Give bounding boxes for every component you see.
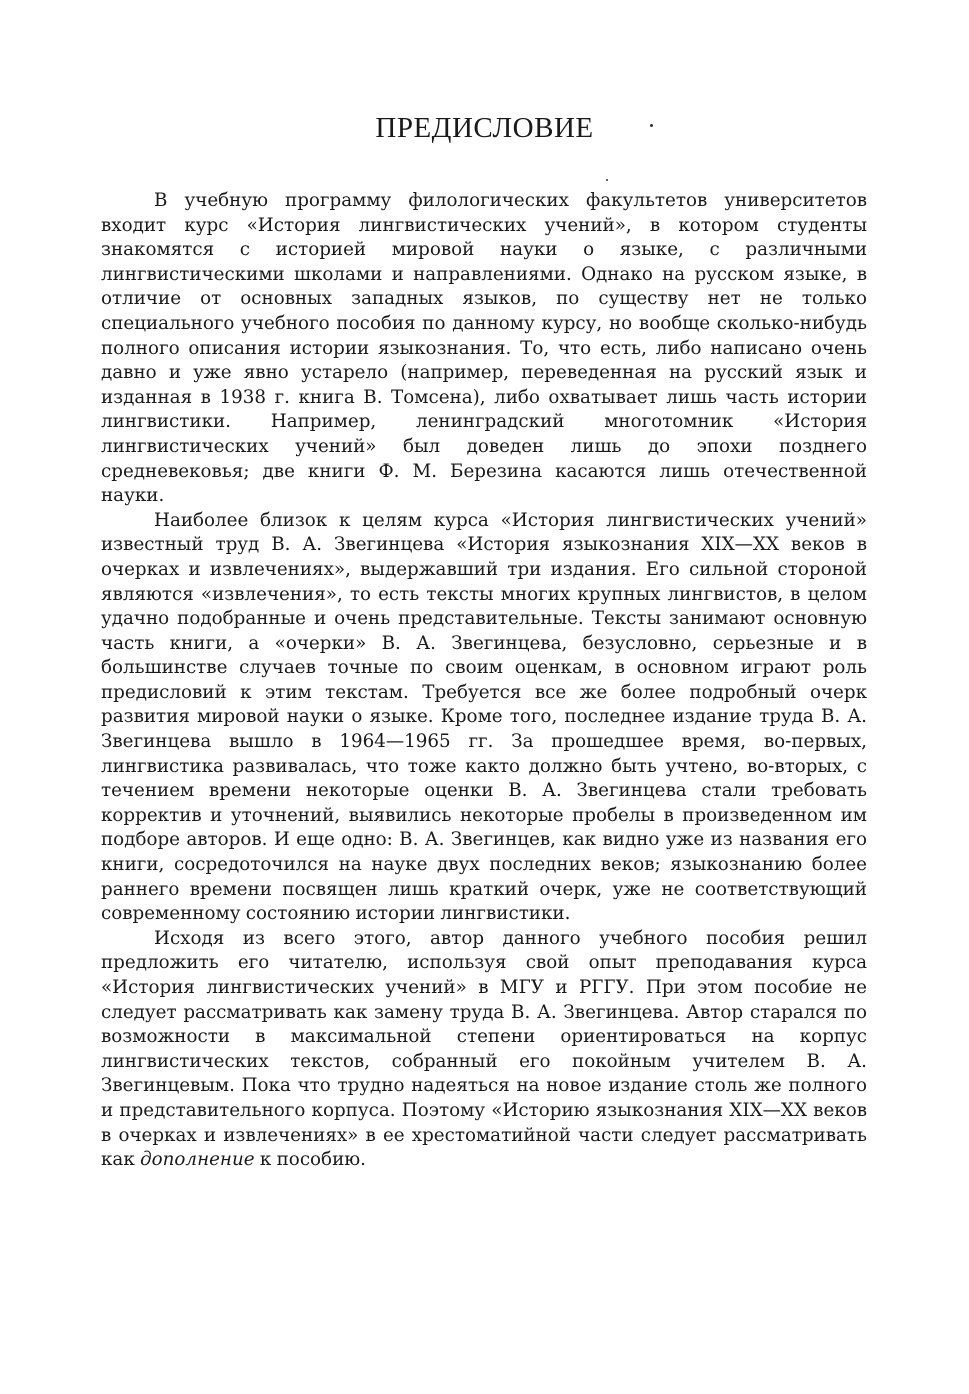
paragraph-3-tail: к пособию. xyxy=(254,1149,366,1171)
page-title: ПРЕДИСЛОВИЕ xyxy=(375,112,594,144)
print-speck xyxy=(650,124,653,127)
paragraph-3 xyxy=(101,927,867,1173)
paragraph-2: Наиболее близок к целям курса «История лингвистических учений» известный труд В. А. Звегинцева «История языкознания XIX—XX веков в очерках и извлечениях», выдержавший три издания. Его сильной стороной являются «извлечения», то есть тексты многих крупных лингвистов, в целом удачно подобранные и очень представительные. Тексты занимают основную часть книги, а «очерки» В. А. Звегинцева, безусловно, серьезные и в большинстве случаев точные по своим оценкам, в основном играют роль предисловий к этим текстам. Требуется все же более подробный очерк развития мировой науки о языке. Кроме того, последнее издание труда В. А. Звегинцева вышло в 1964—1965 гг. За прошедшее время, во-первых, лингвистика развивалась, что тоже както должно быть учтено, во-вторых, с течением времени некоторые оценки В. А. Звегинцева стали требовать корректив и уточнений, выявились некоторые пробелы в произведенном им подборе авторов. И еще одно: В. А. Звегинцев, как видно уже из названия его книги, сосредоточился на науке двух последних веков; языкознанию более раннего времени посвящен лишь краткий очерк, уже не соответствующий современному состоянию истории лингвистики. xyxy=(101,509,867,925)
print-speck xyxy=(606,179,608,181)
preface-body xyxy=(101,189,867,1173)
emphasis-word: дополнение xyxy=(140,1149,255,1171)
paragraph-1: В учебную программу филологических факультетов университетов входит курс «История лингвистических учений», в котором студенты знакомятся с историей мировой науки о языке, с различными лингвистическими школами и направлениями. Однако на русском языке, в отличие от основных западных языков, по существу нет не только специального учебного пособия по данному курсу, но вообще сколько-нибудь полного описания истории языкознания. То, что есть, либо написано очень давно и уже явно устарело (например, переведенная на русский язык и изданная в 1938 г. книга В. Томсена), либо охватывает лишь часть истории лингвистики. Например, ленинградский многотомник «История лингвистических учений» был доведен лишь до эпохи позднего средневековья; две книги Ф. М. Березина касаются лишь отечественной науки. xyxy=(101,190,867,507)
paragraph-3-lead: Исходя из всего этого, автор данного учебного пособия решил предложить его читателю, используя свой опыт преподавания курса «История лингвистических учений» в МГУ и РГГУ. При этом пособие не следует рассматривать как замену труда В. А. Звегинцева. Автор старался по возможности в максимальной степени ориентироваться на корпус лингвистических текстов, собранный его покойным учителем В. А. Звегинцевым. Пока что трудно надеяться на новое издание столь же полного и представительного корпуса. Поэтому «Историю языкознания XIX—XX веков в очерках и извлечениях» в ее хрестоматийной части следует рассматривать как xyxy=(101,927,867,1171)
